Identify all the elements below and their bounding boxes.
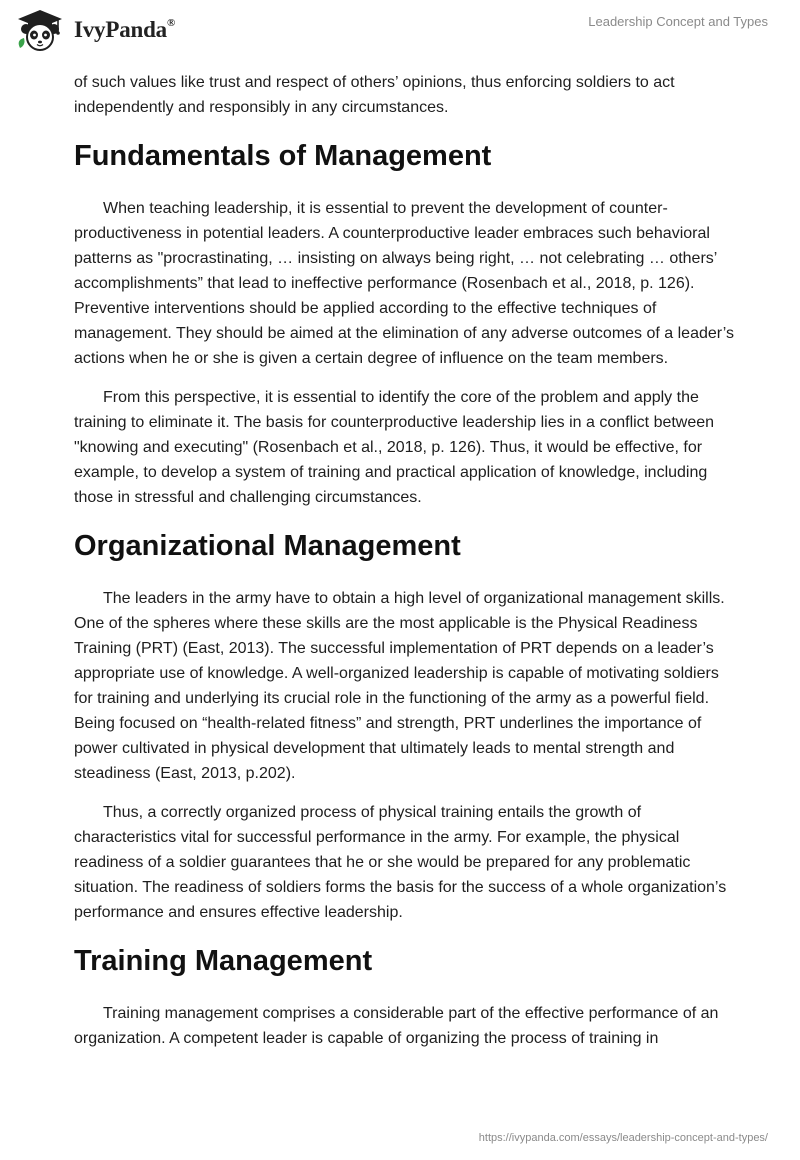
- paragraph: When teaching leadership, it is essential to prevent the development of counter-productiveness in potential leaders. A counterproductive leader embraces such behavioral patterns as "procrastinating, … insisting on always being right, … not celebrating … others’ accomplishments” that lead to ineffective performance (Rosenbach et al., 2018, p. 126). Preventive interventions should be applied according to the effective techniques of management. They should be aimed at the elimination of any adverse outcomes of a leader’s actions when he or she is given a certain degree of influence on the team members.: [74, 200, 734, 367]
- paragraph: From this perspective, it is essential to identify the core of the problem and apply the training to eliminate it. The basis for counterproductive leadership lies in a conflict between "knowing and executing" (Rosenbach et al., 2018, p. 126). Thus, it would be effective, for example, to develop a system of training and practical application of knowledge, including those in stressful and challenging circumstances.: [74, 389, 715, 506]
- paragraph: Thus, a correctly organized process of physical training entails the growth of characteristics vital for successful performance in the army. For example, the physical readiness of a soldier guarantees that he or she would be prepared for any problematic situation. The readiness of soldiers forms the basis for the success of a whole organization’s performance and ensures effective leadership.: [74, 804, 727, 921]
- section-heading-organizational: Organizational Management: [74, 530, 461, 562]
- essay-body: [74, 70, 734, 1065]
- ivypanda-logo[interactable]: [14, 8, 175, 52]
- section-heading-training: Training Management: [74, 945, 373, 977]
- source-url[interactable]: https://ivypanda.com/essays/leadership-concept-and-types/: [478, 1132, 768, 1144]
- panda-icon: [14, 8, 66, 52]
- page-header: [0, 0, 800, 60]
- brand-name: IvyPanda®: [74, 17, 176, 42]
- intro-paragraph: of such values like trust and respect of others’ opinions, thus enforcing soldiers to act independently and responsibly in any circumstances.: [74, 74, 675, 116]
- document-title: Leadership Concept and Types: [588, 14, 768, 29]
- section-heading-fundamentals: Fundamentals of Management: [74, 140, 492, 172]
- registered-mark: ®: [166, 17, 176, 30]
- paragraph: The leaders in the army have to obtain a high level of organizational management skills. One of the spheres where these skills are the most applicable is the Physical Readiness Training (PRT) (East, 2013). The successful implementation of PRT depends on a leader’s appropriate use of knowledge. A well-organized leadership is capable of motivating soldiers for training and underlying its crucial role in the functioning of the army as a powerful field. Being focused on “health-related fitness” and strength, PRT underlines the importance of power cultivated in physical development that ultimately leads to mental strength and steadiness (East, 2013, p.202).: [74, 590, 725, 782]
- paragraph: Training management comprises a considerable part of the effective performance of an organization. A competent leader is capable of organizing the process of training in: [74, 1005, 719, 1047]
